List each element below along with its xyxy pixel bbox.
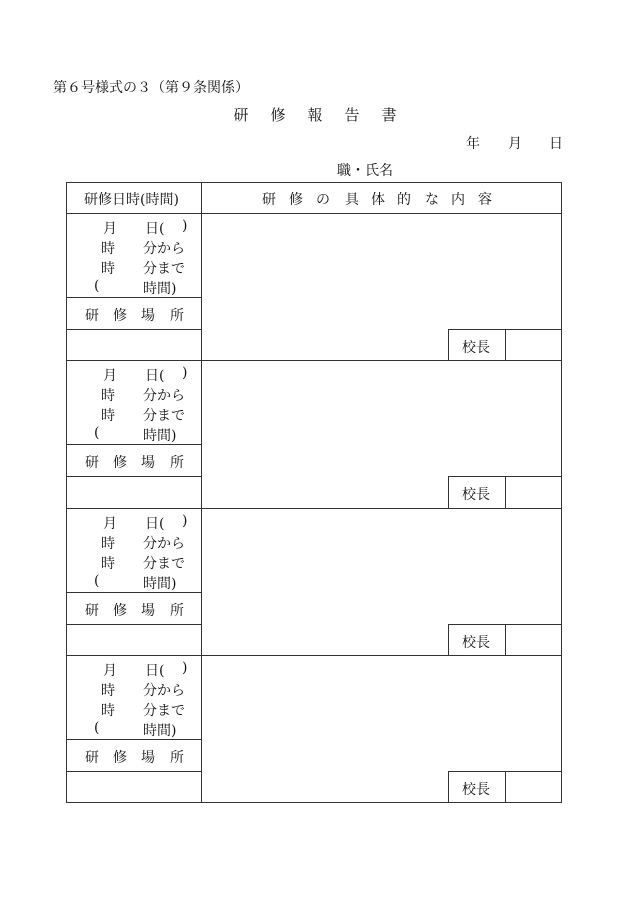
hours-label: 時間) — [143, 575, 177, 592]
place-label-char: 研 — [85, 455, 99, 472]
day-label: 日( — [145, 662, 165, 679]
weekday-close-paren: ) — [182, 365, 188, 382]
hours-label: 時間) — [143, 428, 177, 445]
principal-label: 校長 — [462, 634, 490, 651]
principal-label: 校長 — [462, 487, 490, 504]
place-label-char: 場 — [141, 455, 155, 472]
table-rule — [66, 329, 201, 330]
hour-label: 時 — [101, 702, 115, 719]
table-rule — [505, 771, 506, 802]
paren-open: ( — [94, 425, 100, 442]
place-label-char: 所 — [170, 749, 184, 766]
header-content-char: な — [425, 192, 439, 208]
title-char: 報 — [307, 106, 323, 124]
month-label: 月 — [103, 662, 117, 679]
table-rule — [201, 182, 202, 803]
until-label: 分まで — [143, 555, 185, 572]
hour-label: 時 — [101, 555, 115, 572]
place-label-char: 研 — [85, 308, 99, 324]
table-rule — [66, 624, 201, 625]
table-rule — [66, 655, 561, 656]
title-char: 研 — [233, 106, 249, 124]
month-label: 月 — [103, 221, 117, 237]
hours-label: 時間) — [143, 722, 177, 739]
table-rule — [66, 476, 201, 477]
until-label: 分まで — [143, 702, 185, 719]
document-title — [0, 104, 630, 125]
paren-open: ( — [94, 719, 100, 736]
table-rule — [66, 182, 561, 183]
table-rule — [505, 476, 506, 507]
month-label: 月 — [103, 368, 117, 385]
from-label: 分から — [143, 241, 185, 257]
form-number: 第６号様式の３（第９条関係） — [53, 80, 249, 96]
place-label-char: 所 — [170, 602, 184, 619]
place-label-char: 場 — [141, 749, 155, 766]
hours-label: 時間) — [143, 281, 177, 297]
header-date-time: 研修日時(時間) — [84, 192, 179, 208]
date-month-label: 月 — [508, 136, 522, 152]
table-rule — [448, 329, 449, 360]
month-label: 月 — [103, 515, 117, 532]
header-content-char: 容 — [478, 192, 492, 208]
table-rule — [505, 329, 506, 360]
hour-label: 時 — [101, 261, 115, 277]
table-rule — [66, 444, 201, 445]
weekday-close-paren: ) — [182, 218, 188, 234]
place-label-char: 場 — [141, 602, 155, 619]
hour-label: 時 — [101, 241, 115, 257]
paren-open: ( — [94, 278, 100, 294]
day-label: 日( — [145, 221, 165, 237]
place-label-char: 修 — [113, 602, 127, 619]
weekday-close-paren: ) — [182, 512, 188, 529]
table-rule — [66, 508, 561, 509]
place-label-char: 研 — [85, 749, 99, 766]
table-rule — [561, 182, 562, 803]
hour-label: 時 — [101, 408, 115, 425]
principal-label: 校長 — [462, 340, 490, 356]
title-char: 告 — [344, 106, 360, 124]
table-rule — [448, 771, 449, 802]
place-label-char: 修 — [113, 308, 127, 324]
table-rule — [66, 360, 561, 361]
table-rule — [66, 182, 67, 803]
header-content-char: 具 — [345, 192, 359, 208]
weekday-close-paren: ) — [182, 659, 188, 676]
hour-label: 時 — [101, 535, 115, 552]
hour-label: 時 — [101, 388, 115, 405]
from-label: 分から — [143, 682, 185, 699]
title-char: 修 — [270, 106, 286, 124]
table-rule — [66, 771, 201, 772]
place-label-char: 修 — [113, 455, 127, 472]
paren-open: ( — [94, 572, 100, 589]
place-label-char: 所 — [170, 308, 184, 324]
place-label-char: 場 — [141, 308, 155, 324]
header-content-char: 的 — [397, 192, 411, 208]
until-label: 分まで — [143, 408, 185, 425]
header-content-char: の — [316, 192, 330, 208]
table-rule — [66, 213, 561, 214]
day-label: 日( — [145, 368, 165, 385]
table-rule — [505, 624, 506, 655]
from-label: 分から — [143, 535, 185, 552]
header-content-char: 内 — [451, 192, 465, 208]
place-label-char: 修 — [113, 749, 127, 766]
from-label: 分から — [143, 388, 185, 405]
header-content-char: 修 — [289, 192, 303, 208]
hour-label: 時 — [101, 682, 115, 699]
date-year-label: 年 — [466, 136, 480, 152]
table-rule — [66, 297, 201, 298]
table-rule — [448, 476, 449, 507]
table-rule — [66, 739, 201, 740]
name-label: 職・氏名 — [337, 163, 393, 179]
header-content-char: 体 — [371, 192, 385, 208]
table-rule — [66, 802, 561, 803]
place-label-char: 所 — [170, 455, 184, 472]
until-label: 分まで — [143, 261, 185, 277]
title-char: 書 — [381, 106, 397, 124]
table-rule — [448, 624, 449, 655]
date-day-label: 日 — [549, 136, 563, 152]
header-content-char: 研 — [262, 192, 276, 208]
day-label: 日( — [145, 515, 165, 532]
principal-label: 校長 — [462, 781, 490, 798]
table-rule — [66, 592, 201, 593]
place-label-char: 研 — [85, 602, 99, 619]
